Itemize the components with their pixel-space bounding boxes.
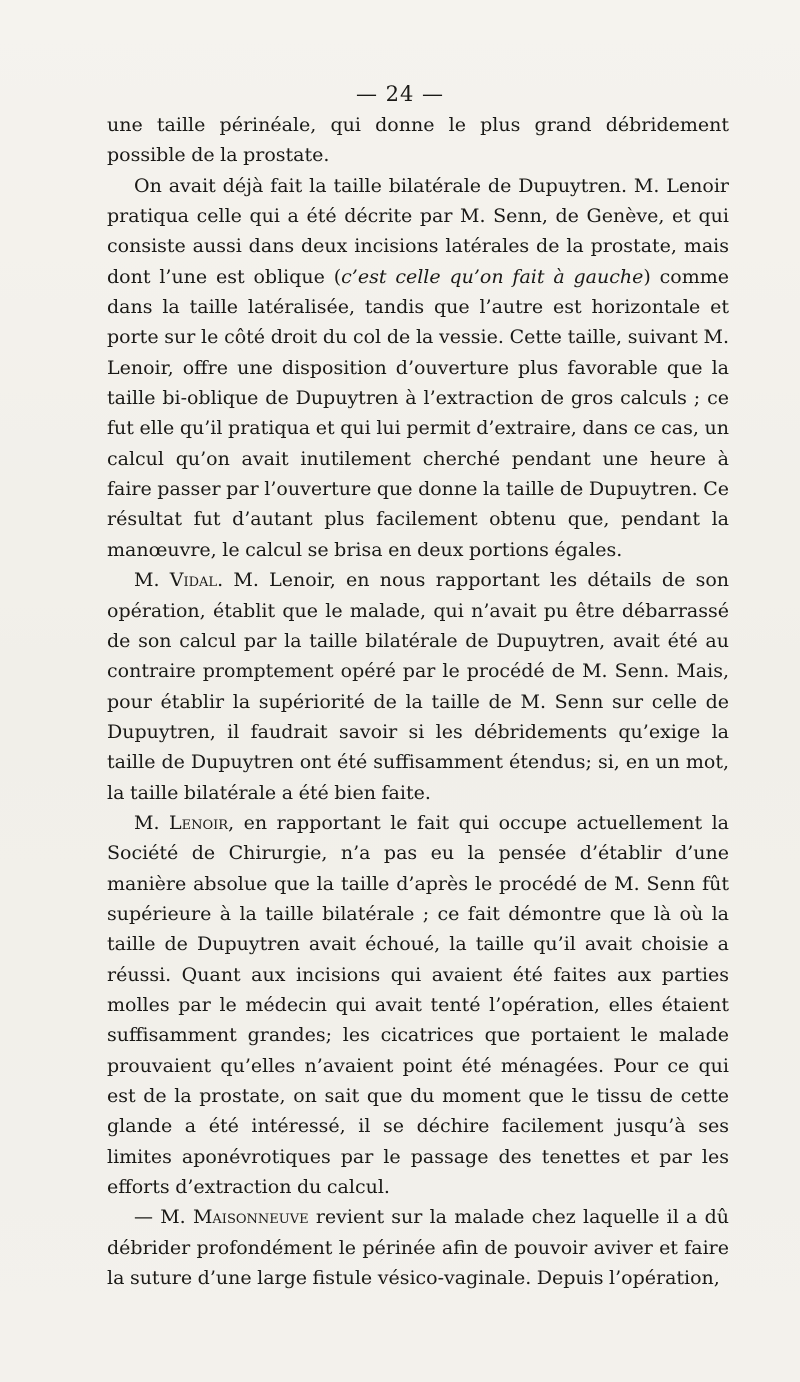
paragraph-text: On avait déjà fait la taille bilatérale de Dupuytren. M. Lenoir pratiqua celle qui a été décrite par M. Senn, de Genève, et qui consiste aussi dans deux incisions latérales de la prostate, mais dont l’une est oblique ( [107,174,729,288]
italic-aside: c’est celle qu’on fait à gauche [341,265,644,288]
paragraph-text: ) comme dans la taille latéralisée, tandis que l’autre est horizontale et porte sur le côté droit du col de la vessie. Cette taille, suivant M. Lenoir, offre une disposition d’ouverture plus favorable que la taille bi-oblique de Dupuytren à l’extraction de gros calculs ; ce fut elle qu’il pratiqua et qui lui permit d’extraire, dans ce cas, un calcul qu’on avait inutilement cherché pendant une heure à faire passer par l’ouverture que donne la taille de Dupuytren. Ce résultat fut d’autant plus facilement obtenu que, pendant la manœuvre, le calcul se brisa en deux portions égales. [107,265,729,561]
body-text [107,110,729,1293]
paragraph-text: revient sur la malade chez laquelle il a dû débrider profondément le périnée afin de pouvoir aviver et faire la suture d’une large fistule vésico-vaginale. Depuis l’opération, [107,1206,730,1290]
speaker-name: Lenoir [169,811,229,834]
paragraph-lenoir-senn-procedure [107,171,729,565]
paragraph-maisonneuve-case [107,1202,729,1293]
paragraph-text: , en rapportant le fait qui occupe actuellement la Société de Chirurgie, n’a pas eu la pensée d’établir d’une manière absolue que la taille d’après le procédé de M. Senn fût supérieure à la taille bilatérale ; ce fait démontre que là où la taille de Dupuytren avait échoué, la taille qu’il avait choisie a réussi. Quant aux incisions qui avaient été faites aux parties molles par le médecin qui avait tenté l’opération, elles étaient suffisamment grandes; les cicatrices que portaient le malade prouvaient qu’elles n’avaient point été ménagées. Pour ce qui est de la prostate, on sait que du moment que le tissu de cette glande a été intéressé, il se déchire facilement jusqu’à ses limites aponévrotiques par le passage des tenettes et par les efforts d’extraction du calcul. [107,811,729,1199]
page-number: — 24 — [355,82,445,106]
paragraph-vidal-remarks [107,565,729,808]
speaker-name: Vidal [169,569,218,592]
paragraph-lenoir-reply [107,808,729,1202]
speaker-prefix: M. [134,811,169,834]
paragraph-text: . M. Lenoir, en nous rapportant les détails de son opération, établit que le malade, qui n’avait pu être débarrassé de son calcul par la taille bilatérale de Dupuytren, avait été au contraire promptement opéré par le procédé de M. Senn. Mais, pour établir la supériorité de la taille de M. Senn sur celle de Dupuytren, il faudrait savoir si les débridements qu’exige la taille de Dupuytren ont été suffisamment étendus; si, en un mot, la taille bilatérale a été bien faite. [107,569,729,804]
speaker-prefix: — M. [134,1206,193,1229]
paragraph-continuation: une taille périnéale, qui donne le plus grand débridement possible de la prostate. [107,114,729,167]
speaker-name: Maisonneuve [192,1206,309,1229]
speaker-prefix: M. [134,569,170,592]
